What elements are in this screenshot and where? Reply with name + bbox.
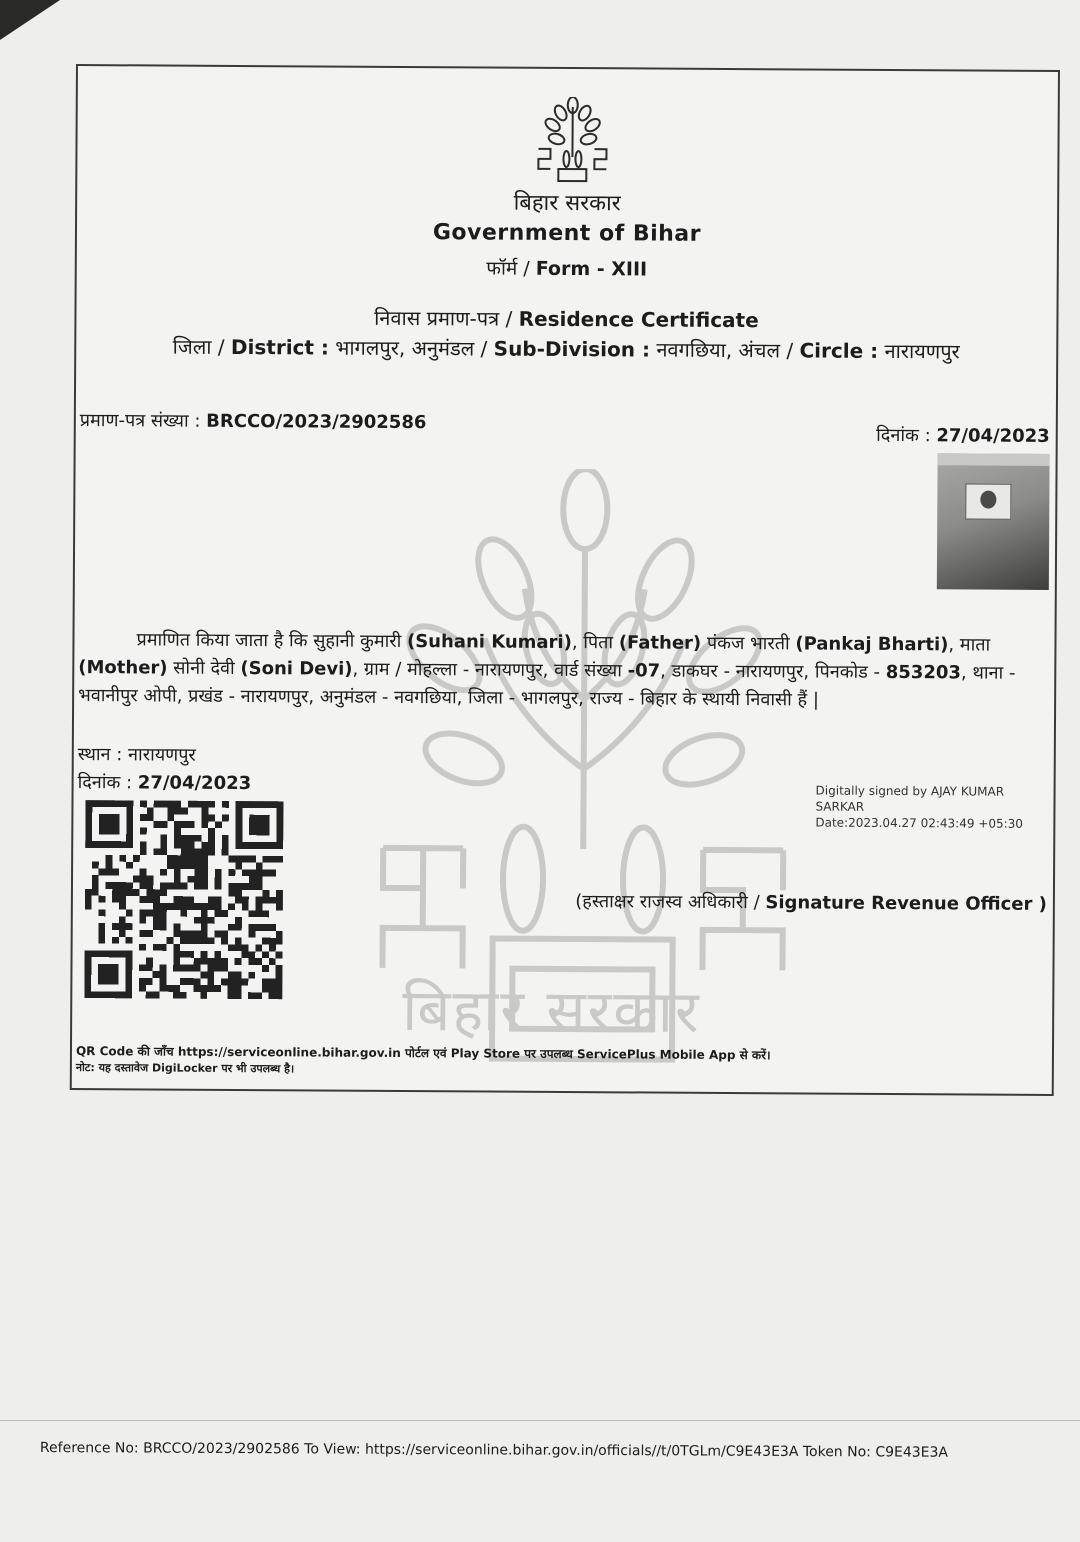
form-prefix: फॉर्म / (486, 257, 536, 280)
circle-label: Circle : (799, 338, 879, 363)
certificate-frame (70, 64, 1060, 1096)
body-text-8: , थाना - भवानीपुर ओपी, प्रखंड - नारायणपुर, अनुमंडल - नवगछिया, जिला - भागलपुर, राज्य - बिहार के स्थायी निवासी हैं | (78, 662, 1016, 711)
photo-strip (938, 453, 1050, 466)
issue-date (876, 423, 1050, 448)
certificate-body (78, 626, 1050, 716)
signature-label-english: Signature Revenue Officer ) (765, 892, 1047, 915)
body-text-2: , पिता (571, 632, 619, 654)
jurisdiction-line (76, 332, 1056, 365)
certificate-number-label: प्रमाण-पत्र संख्या : (79, 410, 207, 432)
issue-date-label: दिनांक : (876, 424, 937, 447)
gov-title-hindi: बिहार सरकार (513, 190, 621, 217)
body-text-4: , माता (948, 634, 991, 656)
body-text-1: प्रमाणित किया जाता है कि सुहानी कुमारी (136, 629, 408, 653)
reference-line: Reference No: BRCCO/2023/2902586 To View: https://serviceonline.bihar.gov.in/officials//t/0TGLm/C9E43E3A Token No: C9E43E3A (39, 1440, 949, 1461)
bihar-emblem-logo (532, 97, 613, 183)
subdivision-value: नवगछिया, अंचल / (649, 337, 800, 363)
pincode: 853203 (885, 661, 962, 684)
digital-signature-signer: Digitally signed by AJAY KUMAR SARKAR (815, 783, 1005, 814)
district-label: District : (230, 334, 330, 360)
certificate-title-hindi: निवास प्रमाण-पत्र / (374, 305, 519, 331)
scan-corner-shadow (0, 0, 60, 40)
applicant-photo (937, 453, 1050, 590)
qr-code[interactable] (84, 800, 283, 999)
certificate-title (76, 302, 1056, 335)
father-label: (Father) (618, 632, 702, 654)
digital-signature-date: Date:2023.04.27 02:43:49 +05:30 (815, 815, 1024, 831)
place-date-value: 27/04/2023 (137, 772, 252, 795)
mother-label: (Mother) (78, 657, 168, 679)
district-value: भागलपुर, अनुमंडल / (328, 335, 494, 361)
father-name: (Pankaj Bharti) (795, 633, 949, 656)
ward-number: -07 (627, 660, 661, 682)
signature-label-hindi: (हस्ताक्षर राजस्व अधिकारी / (575, 891, 766, 914)
form-number: Form - XIII (535, 257, 648, 281)
signature-label (575, 889, 1047, 916)
photo-face (965, 483, 1011, 519)
form-label (77, 252, 1057, 284)
mother-name: (Soni Devi) (240, 658, 353, 680)
digilocker-note: नोट: यह दस्तावेज DigiLocker पर भी उपलब्ध है। (75, 1061, 295, 1076)
place-date (78, 770, 252, 795)
place-value: नारायणपुर (128, 744, 196, 766)
page-divider (0, 1420, 1080, 1421)
place-label: स्थान : (77, 744, 129, 766)
certificate-number (80, 408, 427, 434)
issue-date-value: 27/04/2023 (936, 425, 1050, 447)
district-label-hindi: जिला / (172, 334, 232, 359)
place-date-label: दिनांक : (77, 772, 138, 794)
certificate-number-value: BRCCO/2023/2902586 (206, 410, 427, 434)
certificate-title-english: Residence Certificate (518, 306, 759, 333)
qr-verification-note: QR Code की जाँच https://serviceonline.bihar.gov.in पोर्टल एवं Play Store पर उपलब्ध ServicePlus Mobile App से करें। (75, 1044, 771, 1063)
digital-signature-block (815, 783, 1053, 832)
subdivision-label: Sub-Division : (493, 336, 651, 362)
body-text-7: , डाकघर - नारायणपुर, पिनकोड - (660, 660, 886, 683)
place (78, 742, 196, 767)
gov-title-english: Government of Bihar (432, 220, 702, 247)
watermark-text: बिहार सरकार (402, 976, 701, 1046)
circle-value: नारायणपुर (878, 338, 960, 364)
body-text-3: पंकज भारती (701, 632, 796, 655)
body-text-5: सोनी देवी (167, 657, 241, 680)
applicant-name: (Suhani Kumari) (406, 631, 572, 654)
body-text-6: , ग्राम / मोहल्ला - नारायणपुर, वार्ड संख्या (352, 658, 628, 682)
